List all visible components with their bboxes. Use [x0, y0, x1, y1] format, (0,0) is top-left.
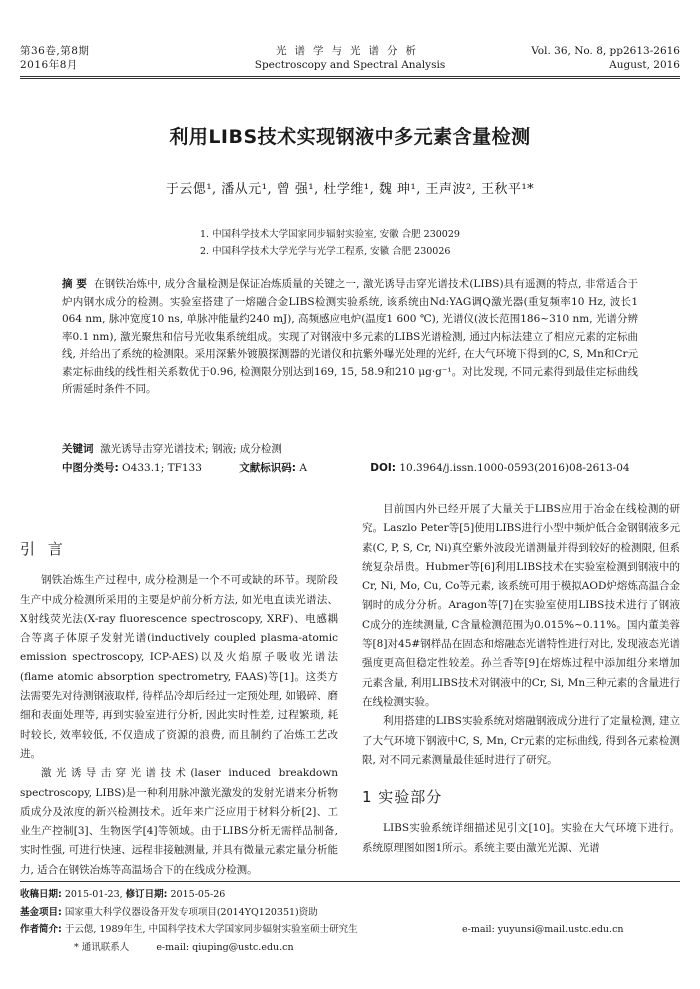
footnotes — [20, 886, 680, 956]
classification-line — [62, 459, 652, 478]
header-rule-1 — [20, 76, 680, 77]
abstract-text: 在钢铁冶炼中, 成分含量检测是保证冶炼质量的关键之一, 激光诱导击穿光谱技术(LIBS)具有遥测的特点, 非常适合于炉内钢水成分的检测。实验室搭建了一熔融合金LIBS检测实验系统, 该系统由Nd:YAG调Q激光器(重复频率10 Hz, 波长1 064 nm, 脉冲宽度10 ns, 单脉冲能量约240 mJ), 高频感应电炉(温度1 600 ℃), 光谱仪(波长范围186~310 nm, 光谱分辨率0.1 nm), 激光聚焦和信号光收集系统组成。实现了对钢液中多元素的LIBS光谱检测, 通过内标法建立了相应元素的定标曲线, 并给出了系统的检测限。采用深紫外镀膜探测器的光谱仪和抗紫外曝光处理的光纤, 在大气环境下得到的C, S, Mn和Cr元素定标曲线的线性相关系数优于0.96, 检测限分别达到169, 15, 58.9和210 μg·g⁻¹。对比发现, 不同元素得到最佳定标曲线所需延时条件不同。 — [62, 278, 638, 395]
issue-date: 2016年8月 — [20, 59, 78, 71]
doi-label: DOI: — [370, 462, 396, 474]
clc-value: O433.1; TF133 — [122, 462, 202, 474]
affiliations — [200, 226, 460, 260]
fund-label: 基金项目: — [20, 906, 62, 918]
author-list: 于云偲¹, 潘从元¹, 曾 强¹, 杜学维¹, 魏 珅¹, 王声波², 王秋平¹* — [165, 182, 535, 197]
abstract-label: 摘 要 — [62, 278, 88, 290]
keywords-text: 激光诱导击穿光谱技术; 钢液; 成分检测 — [100, 443, 282, 455]
keywords-line — [62, 440, 652, 459]
bio-label: 作者简介: — [20, 924, 62, 935]
fund-line — [20, 904, 680, 922]
intro-paragraph-1: 钢铁冶炼生产过程中, 成分检测是一个不可或缺的环节。现阶段生产中成分检测所采用的主要是炉前分析方法, 如光电直读光谱法、X射线荧光法(X-ray fluorescence spectroscopy, XRF)、电感耦合等离子体原子发射光谱(inductively coupled plasma-atomic emission spectroscopy, ICP-AES)以及火焰原子吸收光谱法(flame atomic absorption spectrometry, FAAS)等[1]。这类方法需要先对待测钢液取样, 待样品冷却后经过一定预处理, 如锻碎、磨细和表面处理等, 再到实验室进行分析, 因此实时性差, 过程繁琐, 耗时较长, 效率较低, 不仅造成了资源的浪费, 而且制约了冶炼工艺改进。 — [20, 574, 338, 760]
dates-line: 收稿日期: 2015-01-23, 修订日期: 2015-05-26 — [20, 889, 226, 900]
footnote-rule — [20, 881, 680, 882]
right-paragraph-1: 目前国内外已经开展了大量关于LIBS应用于冶金在线检测的研究。Laszlo Peter等[5]使用LIBS进行小型中频炉低合金钢钢液多元素(C, P, S, Cr, Ni)真空紫外波段光谱测量并得到较好的检测限, 但系统复杂昂贵。Hubmer等[6]利用LIBS技术在实验室检测到钢液中的Cr, Ni, Mo, Cu, Co等元素, 该系统可用于模拟AOD炉熔炼高温合金钢时的成分分析。Aragon等[7]在实验室使用LIBS技术进行了钢液C成分的连续测量, C含量检测范围为0.015%~0.11%。国内董美蓉等[8]对45#钢样品在固态和熔融态光谱特性进行对比, 发现液态光谱强度更高但稳定性较差。孙兰香等[9]在熔炼过程中添加组分来增加元素含量, 利用LIBS技术对钢液中的Cr, Si, Mn三种元素的含量进行在线检测实验。 — [362, 503, 680, 708]
right-column — [362, 500, 680, 858]
received-date: 2015-01-23 — [64, 889, 120, 900]
corresponding-label: * 通讯联系人 — [74, 941, 130, 953]
revised-label: 修订日期: — [125, 889, 168, 900]
author-email: e-mail: yuyunsi@mail.ustc.edu.cn — [462, 924, 624, 935]
abstract — [62, 276, 638, 399]
paper-title: 利用LIBS技术实现钢液中多元素含量检测 — [169, 126, 531, 148]
keywords-label: 关键词 — [62, 443, 94, 455]
affiliation-2: 2. 中国科学技术大学光学与光学工程系, 安徽 合肥 230026 — [200, 246, 451, 257]
journal-volume-en — [531, 44, 680, 72]
bio-line — [20, 921, 680, 939]
affiliation-1: 1. 中国科学技术大学国家同步辐射实验室, 安徽 合肥 230029 — [200, 229, 460, 240]
experiment-paragraph: LIBS实验系统详细描述见引文[10]。实验在大气环境下进行。系统原理图如图1所示。系统主要由激光光源、光谱 — [362, 822, 680, 854]
doc-code-label: 文献标识码: — [239, 462, 296, 474]
bio-text: 于云偲, 1989年生, 中国科学技术大学国家同步辐射实验室硕士研究生 — [64, 924, 358, 935]
clc-label: 中图分类号: — [62, 462, 119, 474]
doc-code-value: A — [299, 462, 307, 474]
right-paragraph-2: 利用搭建的LIBS实验系统对熔融钢液成分进行了定量检测, 建立了大气环境下钢液中C, S, Mn, Cr元素的定标曲线, 得到各元素检测限, 对不同元素测量最佳延时进行了研究。 — [362, 715, 680, 766]
revised-date: 2015-05-26 — [170, 889, 226, 900]
received-label: 收稿日期: — [20, 889, 62, 900]
intro-paragraph-2: 激光诱导击穿光谱技术(laser induced breakdown spectroscopy, LIBS)是一种利用脉冲激光激发的发射光谱来分析物质成分及浓度的新兴检测技术。近年来广泛应用于材料分析[2]、工业生产控制[3]、生物医学[4]等领域。由于LIBS分析无需样品制备, 实时性强, 可进行快速、远程非接触测量, 并具有微量元素定量分析能力, 适合在钢铁冶炼等高温场合下的在线成分检测。 — [20, 767, 338, 876]
corresponding-line — [20, 939, 680, 957]
corresponding-email: e-mail: qiuping@ustc.edu.cn — [156, 941, 294, 953]
header-rule-2 — [20, 78, 680, 79]
section-heading-intro: 引 言 — [20, 540, 67, 558]
volume-issue: 第36卷,第8期 — [20, 45, 90, 57]
keywords-block — [62, 440, 652, 478]
doi-value: 10.3964/j.issn.1000-0593(2016)08-2613-04 — [399, 462, 630, 474]
fund-text: 国家重大科学仪器设备开发专项项目(2014YQ120351)资助 — [64, 906, 318, 918]
left-column — [20, 540, 338, 880]
journal-name-cn: 光谱学与光谱分析 — [276, 45, 424, 57]
journal-name-en: Spectroscopy and Spectral Analysis — [254, 59, 446, 71]
volume-pages: Vol. 36, No. 8, pp2613-2616 — [531, 45, 680, 57]
section-heading-experiment: 1 实验部分 — [362, 788, 443, 807]
issue-month: August, 2016 — [609, 59, 680, 71]
